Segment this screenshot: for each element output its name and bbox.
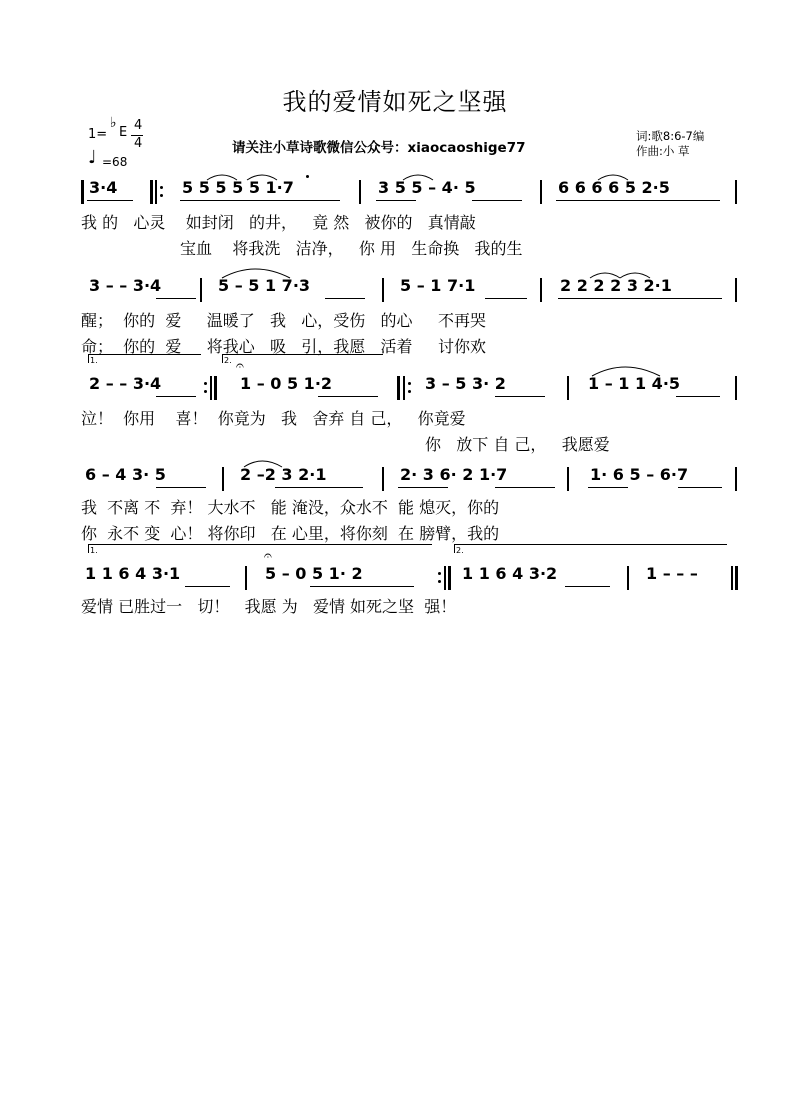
lyrics-line: 你 放下 自 己， 我愿爱 xyxy=(425,435,610,454)
lyrics-line: 我 不离 不 弃！ 大水不 能 淹没，众水不 能 熄灭，你的 xyxy=(81,498,500,517)
volta-first xyxy=(88,354,201,363)
beam xyxy=(310,586,414,587)
volta-second xyxy=(454,544,727,553)
beam xyxy=(275,487,363,488)
beam xyxy=(87,200,133,201)
key-flat: ♭ xyxy=(110,115,117,131)
repeat-dot xyxy=(160,194,163,197)
final-bar-thick xyxy=(735,566,738,590)
repeat-dot xyxy=(204,390,207,393)
beam xyxy=(156,298,196,299)
measure-notes: 5 – 5 1 7·3 xyxy=(218,276,311,295)
beam xyxy=(556,200,720,201)
beam xyxy=(495,487,555,488)
measure-notes: 2 – – 3·4 xyxy=(89,374,162,393)
measure-notes: 2· 3 6· 2 1·7 xyxy=(400,465,508,484)
repeat-dot xyxy=(438,580,441,583)
volta-first-label: 1. xyxy=(90,546,98,555)
time-top: 4 xyxy=(134,118,143,133)
beam xyxy=(325,298,365,299)
beam xyxy=(180,200,340,201)
measure-notes: 6 6 6 6 5 2·5 xyxy=(558,178,670,197)
measure-notes: 5 – 0 5 1· 2 xyxy=(265,564,363,583)
final-bar-thin xyxy=(731,566,733,590)
song-title: 我的爱情如死之坚强 xyxy=(282,88,508,116)
beam xyxy=(485,298,527,299)
barline xyxy=(627,566,629,590)
measure-notes: 3 – – 3·4 xyxy=(89,276,162,295)
repeat-end-thin xyxy=(444,566,446,590)
volta-second-label: 2. xyxy=(224,356,232,365)
volta-first xyxy=(88,544,432,553)
lyrics-line: 宝血 将我洗 洁净， 你 用 生命换 我的生 xyxy=(180,239,523,258)
key-prefix: 1= xyxy=(88,127,108,142)
measure-notes: 2 2 2 2 3 2·1 xyxy=(560,276,672,295)
beam xyxy=(156,396,196,397)
beam xyxy=(558,298,722,299)
lyrics-line: 爱情 已胜过一 切！ 我愿 为 爱情 如死之坚 强！ xyxy=(81,597,457,616)
lyrics-line: 命； 你的 爱 将我心 吸 引，我愿 活着 讨你欢 xyxy=(81,337,486,356)
score-system-1 xyxy=(0,178,790,258)
score-system-4 xyxy=(0,465,790,555)
volta-first-label: 1. xyxy=(90,356,98,365)
beam xyxy=(472,200,522,201)
slur-marks xyxy=(0,455,790,475)
beam xyxy=(565,586,610,587)
volta-second-label: 2. xyxy=(456,546,464,555)
volta-second xyxy=(222,354,383,363)
measure-notes: 1 – 0 5 1·2 xyxy=(240,374,333,393)
subtitle: 请关注小草诗歌微信公众号：xiaocaoshige77 xyxy=(232,140,526,156)
lyrics-line: 我 的 心灵 如封闭 的井， 竟 然 被你的 真情敲 xyxy=(81,213,476,232)
beam xyxy=(376,200,416,201)
repeat-dot xyxy=(438,572,441,575)
slur-marks xyxy=(0,266,790,286)
beam xyxy=(398,487,448,488)
measure-notes: 1· 6 5 – 6·7 xyxy=(590,465,689,484)
fermata-icon: 𝄐 xyxy=(264,548,272,564)
beam xyxy=(676,396,720,397)
slur-marks xyxy=(0,364,790,384)
measure-notes: 5 – 1 7·1 xyxy=(400,276,476,295)
beam xyxy=(588,487,628,488)
lyrics-row-2 xyxy=(0,521,790,561)
measure-notes: 6 – 4 3· 5 xyxy=(85,465,166,484)
beam xyxy=(156,487,206,488)
lyrics-row-1 xyxy=(0,594,790,634)
lyrics-line: 泣！ 你用 喜！ 你竟为 我 舍弃 自 己， 你竟爱 xyxy=(81,409,466,428)
beam xyxy=(185,586,230,587)
score-system-2 xyxy=(0,276,790,366)
tempo-value: =68 xyxy=(102,155,128,169)
measure-notes: 3 – 5 3· 2 xyxy=(425,374,506,393)
repeat-end-bar xyxy=(448,566,451,590)
lyrics-credit: 词:歌8:6-7编 xyxy=(636,129,705,143)
lyrics-line: 你 永不 变 心！ 将你印 在 心里，将你刻 在 膀臂，我的 xyxy=(81,524,500,543)
lyrics-line: 醒； 你的 爱 温暖了 我 心，受伤 的心 不再哭 xyxy=(81,311,486,330)
slur-marks xyxy=(0,170,790,190)
measure-notes: 2 –2 3 2·1 xyxy=(240,465,327,484)
measure-notes: 1 – – – xyxy=(646,564,698,583)
fermata-icon: 𝄐 xyxy=(236,358,244,374)
tempo-note-icon: ♩ xyxy=(88,147,97,168)
time-bottom: 4 xyxy=(134,136,143,151)
beam xyxy=(318,396,378,397)
beam xyxy=(678,487,722,488)
score-system-3 xyxy=(0,358,790,454)
measure-notes: 5 5 5 5 5 1·7 xyxy=(182,178,294,197)
beam xyxy=(495,396,545,397)
music-credit: 作曲:小 草 xyxy=(636,144,690,158)
key-signature xyxy=(88,127,107,142)
repeat-dot xyxy=(408,390,411,393)
barline xyxy=(245,566,247,590)
measure-notes: 1 1 6 4 3·2 xyxy=(462,564,558,583)
measure-notes: 3·4 xyxy=(89,178,118,197)
measure-notes: 1 – 1 1 4·5 xyxy=(588,374,681,393)
key-letter: E xyxy=(119,125,128,140)
score-system-5 xyxy=(0,548,790,624)
measure-notes: 1 1 6 4 3·1 xyxy=(85,564,181,583)
measure-notes: 3 5 5 – 4· 5 xyxy=(378,178,476,197)
